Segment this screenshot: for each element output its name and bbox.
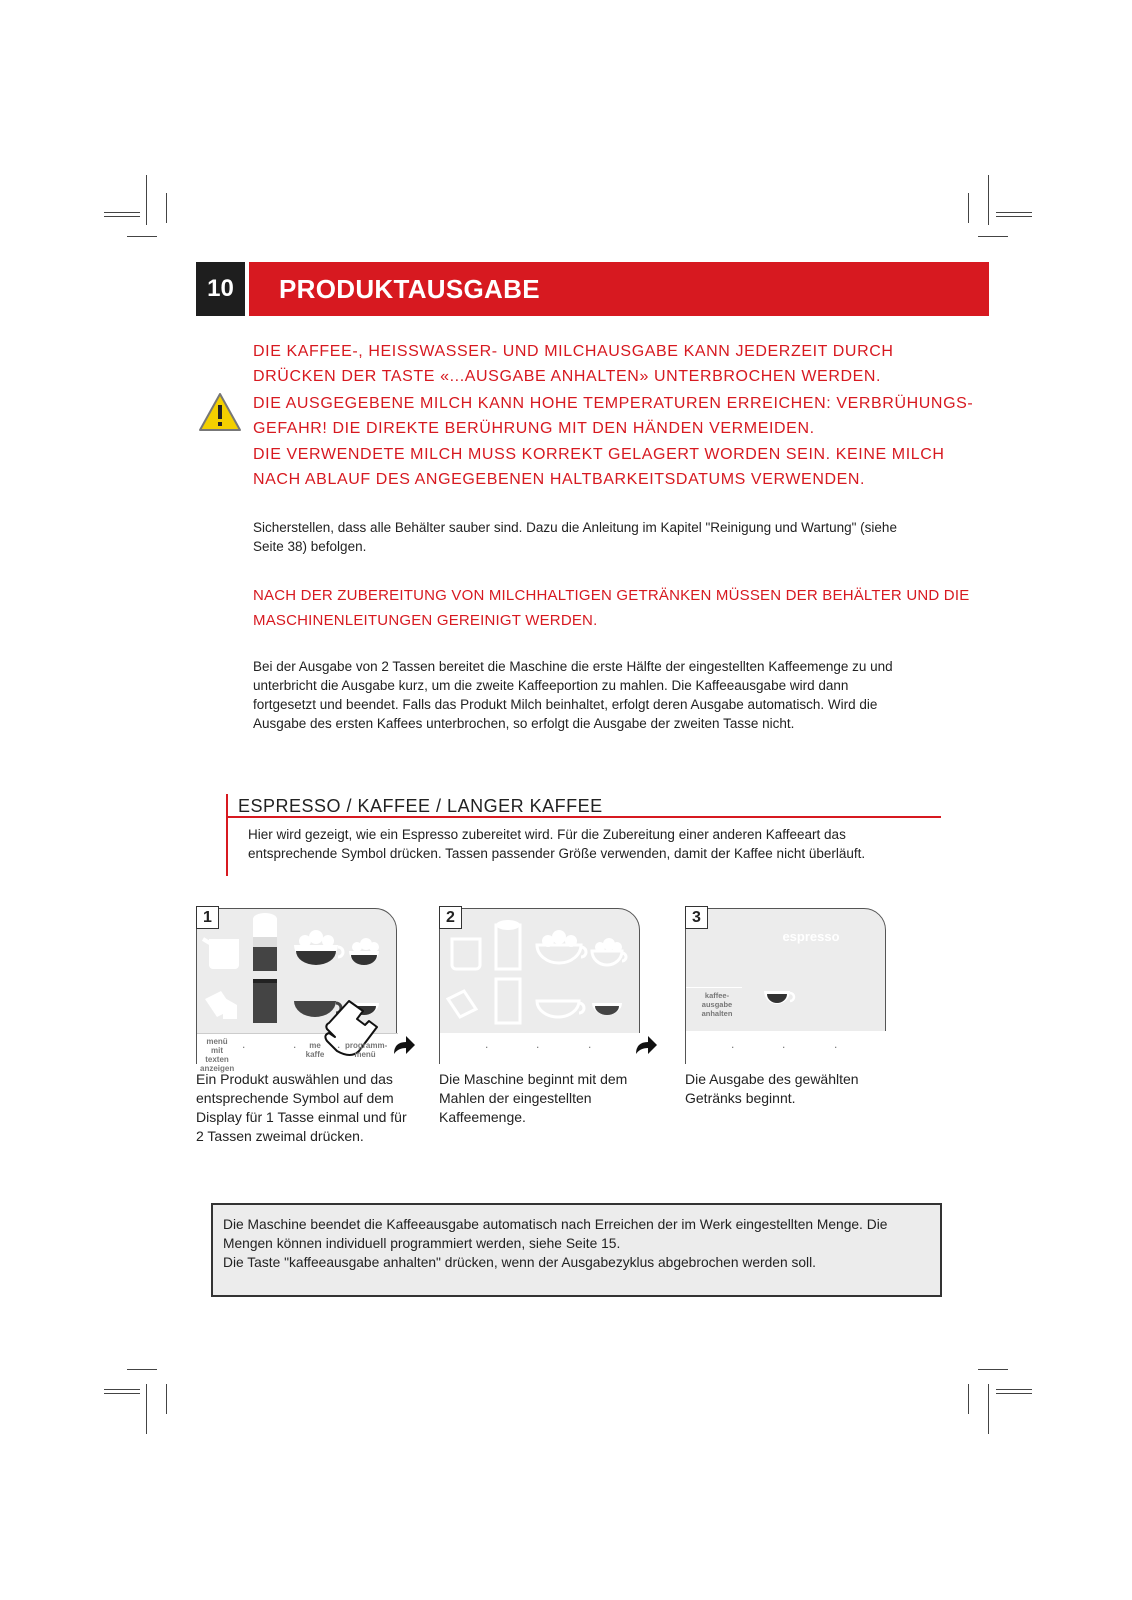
cappuccino-cup-icon xyxy=(537,945,581,963)
display-panel-step3 xyxy=(685,908,886,1064)
long-coffee-glass-icon xyxy=(496,979,520,1023)
latte-glass-icon xyxy=(496,925,520,969)
next-arrow-icon xyxy=(392,1034,416,1056)
espresso-cup-icon xyxy=(760,987,800,1013)
separator-dot: . xyxy=(834,1037,838,1051)
section-intro: Hier wird gezeigt, wie ein Espresso zubereitet wird. Für die Zubereitung einer anderen Kaffeeart das entsprechende Symbol drücken. Tassen passender Größe verwenden, damit der Kaffee nicht überläuft. xyxy=(248,827,866,861)
coffee-cup-icon xyxy=(294,1001,341,1017)
display-title: espresso xyxy=(782,929,840,944)
softkey-coffee-menu[interactable]: me kaffe xyxy=(305,1041,325,1059)
warning-icon xyxy=(198,392,242,432)
espresso-cup-icon xyxy=(592,951,622,965)
separator-dot: . xyxy=(731,1037,735,1051)
step-number-2: 2 xyxy=(439,906,462,929)
step2-caption: Die Maschine beginnt mit dem Mahlen der eingestellten Kaffeemenge. xyxy=(439,1071,628,1125)
next-arrow-icon xyxy=(634,1034,658,1056)
warning-hot-milk: DIE AUSGEGEBENE MILCH KANN HOHE TEMPERATUREN ERREICHEN: VERBRÜHUNGS- GEFAHR! DIE DIREKTE BERÜHRUNG MIT DEN HÄNDEN VERMEIDEN. xyxy=(253,395,974,437)
coffee-cup-icon xyxy=(537,1001,579,1017)
separator-dot: . xyxy=(485,1037,489,1051)
latte-glass-icon xyxy=(253,913,277,971)
stop-dispensing-button[interactable]: kaffee- ausgabe anhalten xyxy=(701,991,733,1018)
warning-stop-dispensing: DIE KAFFEE-, HEISSWASSER- UND MILCHAUSGABE KANN JEDERZEIT DURCH DRÜCKEN DER TASTE «...AUSGABE ANHALTEN» UNTERBROCHEN WERDEN. xyxy=(253,343,894,385)
hot-water-icon xyxy=(205,991,237,1019)
softkey-bar xyxy=(686,1031,887,1065)
display-panel-step1 xyxy=(196,908,397,1073)
warning-clean-after-milk: NACH DER ZUBEREITUNG VON MILCHHALTIGEN GETRÄNKEN MÜSSEN DER BEHÄLTER UND DIE MASCHINENLEITUNGEN GEREINIGT WERDEN. xyxy=(253,587,970,629)
chapter-title: PRODUKTAUSGABE xyxy=(249,262,989,316)
hot-water-icon xyxy=(448,991,476,1017)
warning-milk-storage: DIE VERWENDETE MILCH MUSS KORREKT GELAGERT WORDEN SEIN. KEINE MILCH NACH ABLAUF DES ANGEGEBENEN HALTBARKEITSDATUMS VERWENDEN. xyxy=(253,446,945,488)
softkey-show-texts[interactable]: menü mit texten anzeigen xyxy=(200,1037,235,1073)
section-accent-line xyxy=(226,794,228,876)
paragraph-two-cups: Bei der Ausgabe von 2 Tassen bereitet die Maschine die erste Hälfte der eingestellten Kaffeemenge zu und unterbricht die Ausgabe kurz, um die zweite Kaffeeportion zu mahlen. Die Kaffeeausgabe wird dann fortgesetzt und beendet. Falls das Produkt Milch beinhaltet, erfolgt deren Ausgabe automatisch. Wird die Ausgabe des ersten Kaffees unterbrochen, so erfolgt die Ausgabe der zweiten Tasse nicht. xyxy=(253,659,893,731)
espresso-cup-icon xyxy=(349,938,379,965)
separator-dot: . xyxy=(536,1037,540,1051)
paragraph-clean-containers: Sicherstellen, dass alle Behälter sauber sind. Dazu die Anleitung im Kapitel "Reinigung und Wartung" (siehe Seite 38) befolgen. xyxy=(253,520,897,554)
chapter-number: 10 xyxy=(196,262,245,316)
separator-dot: . xyxy=(337,1037,341,1051)
separator-dot: . xyxy=(588,1037,592,1051)
step1-caption: Ein Produkt auswählen und das entsprechende Symbol auf dem Display für 1 Tasse einmal und für 2 Tassen zweimal drücken. xyxy=(196,1071,407,1144)
long-coffee-glass-icon xyxy=(253,979,277,1023)
separator-dot: . xyxy=(293,1037,297,1051)
milk-jug-icon xyxy=(203,939,239,969)
display-panel-step2 xyxy=(439,908,640,1064)
note-box: Die Maschine beendet die Kaffeeausgabe automatisch nach Erreichen der im Werk eingestellten Menge. Die Mengen können individuell programmiert werden, siehe Seite 15. Die Taste "kaffeeausgabe anhalten" drücken, wenn der Ausgabezyklus abgebrochen werden soll. xyxy=(211,1203,942,1297)
beverage-grid-2 xyxy=(440,909,641,1065)
milk-jug-icon xyxy=(452,939,480,969)
step-number-1: 1 xyxy=(196,906,219,929)
cappuccino-cup-icon xyxy=(294,930,343,965)
separator-dot: . xyxy=(782,1037,786,1051)
step3-caption: Die Ausgabe des gewählten Getränks beginnt. xyxy=(685,1071,859,1106)
stop-button-line xyxy=(686,987,742,988)
section-title: ESPRESSO / KAFFEE / LANGER KAFFEE xyxy=(238,796,603,816)
softkey-program-menu[interactable]: programm- menü xyxy=(345,1041,388,1059)
step-number-3: 3 xyxy=(685,906,708,929)
separator-dot: . xyxy=(242,1037,246,1051)
